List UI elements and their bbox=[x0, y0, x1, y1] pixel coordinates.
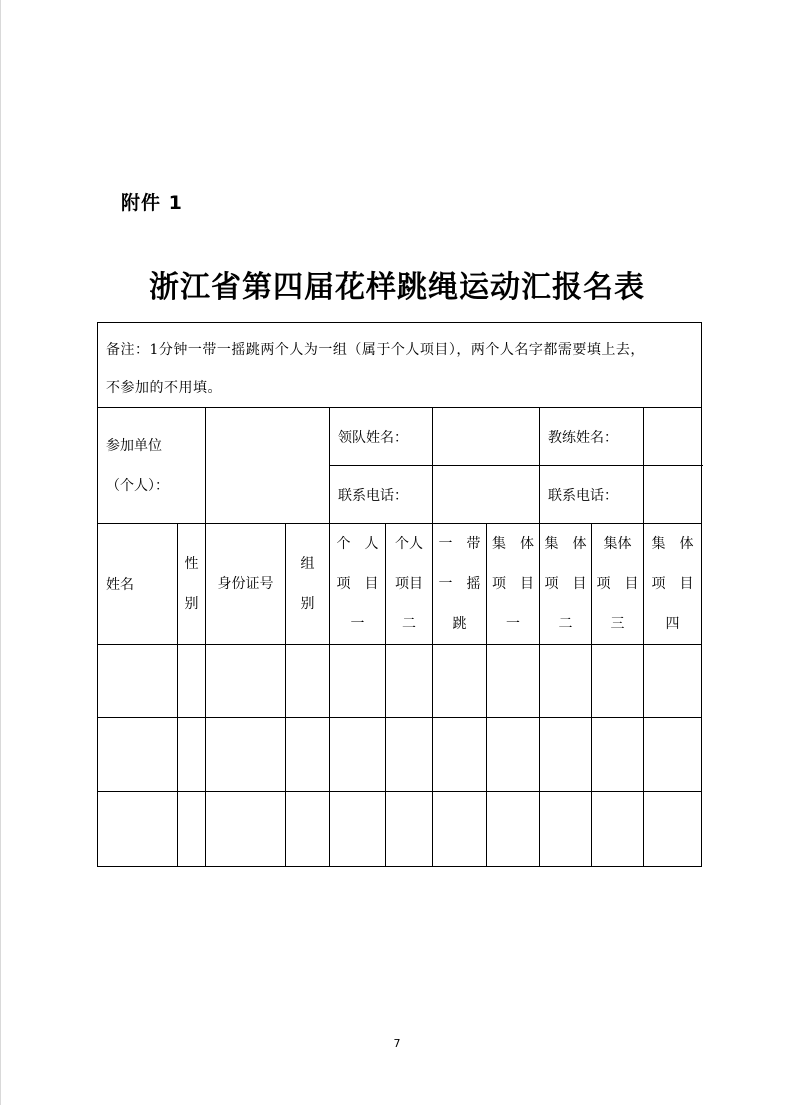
page-title: 浙江省第四届花样跳绳运动汇报名表 bbox=[149, 270, 645, 305]
header-one-band-line-3: 跳 bbox=[452, 616, 467, 632]
personal-1-field[interactable] bbox=[330, 792, 386, 867]
team-1-field[interactable] bbox=[487, 645, 540, 718]
coach-phone-field[interactable] bbox=[644, 466, 702, 524]
unit-label-line-2: （个人）： bbox=[106, 477, 169, 494]
header-group-1: 组 bbox=[300, 556, 315, 572]
one-band-field[interactable] bbox=[433, 792, 487, 867]
header-gender-2: 别 bbox=[184, 596, 199, 612]
one-band-field[interactable] bbox=[433, 645, 487, 718]
one-band-field[interactable] bbox=[433, 718, 487, 792]
header-id-number: 身份证号 bbox=[206, 524, 286, 645]
group-field[interactable] bbox=[286, 718, 330, 792]
header-team-2 bbox=[540, 524, 592, 645]
page-edge bbox=[0, 0, 1, 1105]
header-personal-1-line-1: 个 人 bbox=[336, 536, 379, 552]
header-personal-2-line-1: 个人 bbox=[395, 536, 423, 552]
header-team-3-line-1: 集体 bbox=[603, 536, 632, 552]
note-line-1: 备注：1分钟一带一摇跳两个人为一组（属于个人项目），两个人名字都需要填上去， bbox=[106, 342, 645, 358]
header-name: 姓名 bbox=[98, 524, 178, 645]
table-row bbox=[98, 718, 702, 792]
team-3-field[interactable] bbox=[592, 718, 644, 792]
header-personal-1-line-3: 一 bbox=[350, 616, 365, 632]
personal-1-field[interactable] bbox=[330, 718, 386, 792]
header-personal-1 bbox=[330, 524, 386, 645]
page-number: 7 bbox=[393, 1037, 401, 1050]
unit-value-field[interactable] bbox=[206, 408, 330, 524]
table-row bbox=[98, 792, 702, 867]
header-team-3-line-2: 项 目 bbox=[596, 576, 639, 592]
name-field[interactable] bbox=[98, 645, 178, 718]
header-team-3 bbox=[592, 524, 644, 645]
unit-label-cell bbox=[98, 408, 206, 524]
gender-field[interactable] bbox=[178, 718, 206, 792]
header-personal-2 bbox=[386, 524, 433, 645]
header-team-2-line-1: 集 体 bbox=[544, 536, 587, 552]
team-2-field[interactable] bbox=[540, 792, 592, 867]
registration-form-table bbox=[97, 322, 702, 867]
id-number-field[interactable] bbox=[206, 718, 286, 792]
note-line-2: 不参加的不用填。 bbox=[106, 380, 222, 396]
header-team-1 bbox=[487, 524, 540, 645]
id-number-field[interactable] bbox=[206, 645, 286, 718]
unit-label-line-1: 参加单位 bbox=[106, 437, 162, 454]
info-row-1 bbox=[98, 408, 702, 466]
header-team-3-line-3: 三 bbox=[610, 616, 625, 632]
header-team-4-line-3: 四 bbox=[665, 616, 680, 632]
group-field[interactable] bbox=[286, 792, 330, 867]
note-cell bbox=[98, 323, 702, 408]
header-one-band-line-1: 一 带 bbox=[438, 536, 481, 552]
personal-2-field[interactable] bbox=[386, 645, 433, 718]
header-personal-1-line-2: 项 目 bbox=[336, 576, 379, 592]
header-gender bbox=[178, 524, 206, 645]
header-one-band-line-2: 一 摇 bbox=[438, 576, 481, 592]
attachment-label: 附件 1 bbox=[121, 192, 183, 214]
header-team-1-line-3: 一 bbox=[506, 616, 520, 632]
coach-label: 教练姓名： bbox=[540, 408, 644, 466]
team-4-field[interactable] bbox=[644, 718, 702, 792]
header-team-2-line-3: 二 bbox=[558, 616, 573, 632]
header-one-band bbox=[433, 524, 487, 645]
leader-name-field[interactable] bbox=[433, 408, 540, 466]
header-row bbox=[98, 524, 702, 645]
note-row bbox=[98, 323, 702, 408]
gender-field[interactable] bbox=[178, 645, 206, 718]
personal-1-field[interactable] bbox=[330, 645, 386, 718]
team-2-field[interactable] bbox=[540, 645, 592, 718]
header-group-2: 别 bbox=[300, 596, 315, 612]
name-field[interactable] bbox=[98, 792, 178, 867]
team-3-field[interactable] bbox=[592, 645, 644, 718]
header-team-2-line-2: 项 目 bbox=[544, 576, 587, 592]
header-team-1-line-2: 项 目 bbox=[492, 576, 534, 592]
name-field[interactable] bbox=[98, 718, 178, 792]
header-team-1-line-1: 集 体 bbox=[492, 536, 534, 552]
gender-field[interactable] bbox=[178, 792, 206, 867]
id-number-field[interactable] bbox=[206, 792, 286, 867]
leader-phone-label: 联系电话： bbox=[330, 466, 433, 524]
team-1-field[interactable] bbox=[487, 718, 540, 792]
personal-2-field[interactable] bbox=[386, 718, 433, 792]
header-team-4-line-1: 集 体 bbox=[651, 536, 694, 552]
header-group bbox=[286, 524, 330, 645]
header-team-4 bbox=[644, 524, 702, 645]
personal-2-field[interactable] bbox=[386, 792, 433, 867]
team-4-field[interactable] bbox=[644, 792, 702, 867]
team-2-field[interactable] bbox=[540, 718, 592, 792]
leader-phone-field[interactable] bbox=[433, 466, 540, 524]
team-1-field[interactable] bbox=[487, 792, 540, 867]
header-personal-2-line-2: 项目 bbox=[395, 576, 423, 592]
table-row bbox=[98, 645, 702, 718]
team-3-field[interactable] bbox=[592, 792, 644, 867]
group-field[interactable] bbox=[286, 645, 330, 718]
header-personal-2-line-3: 二 bbox=[402, 616, 416, 632]
header-team-4-line-2: 项 目 bbox=[651, 576, 694, 592]
team-4-field[interactable] bbox=[644, 645, 702, 718]
coach-phone-label: 联系电话： bbox=[540, 466, 644, 524]
coach-name-field[interactable] bbox=[644, 408, 702, 466]
leader-label: 领队姓名： bbox=[330, 408, 433, 466]
header-gender-1: 性 bbox=[184, 556, 199, 572]
